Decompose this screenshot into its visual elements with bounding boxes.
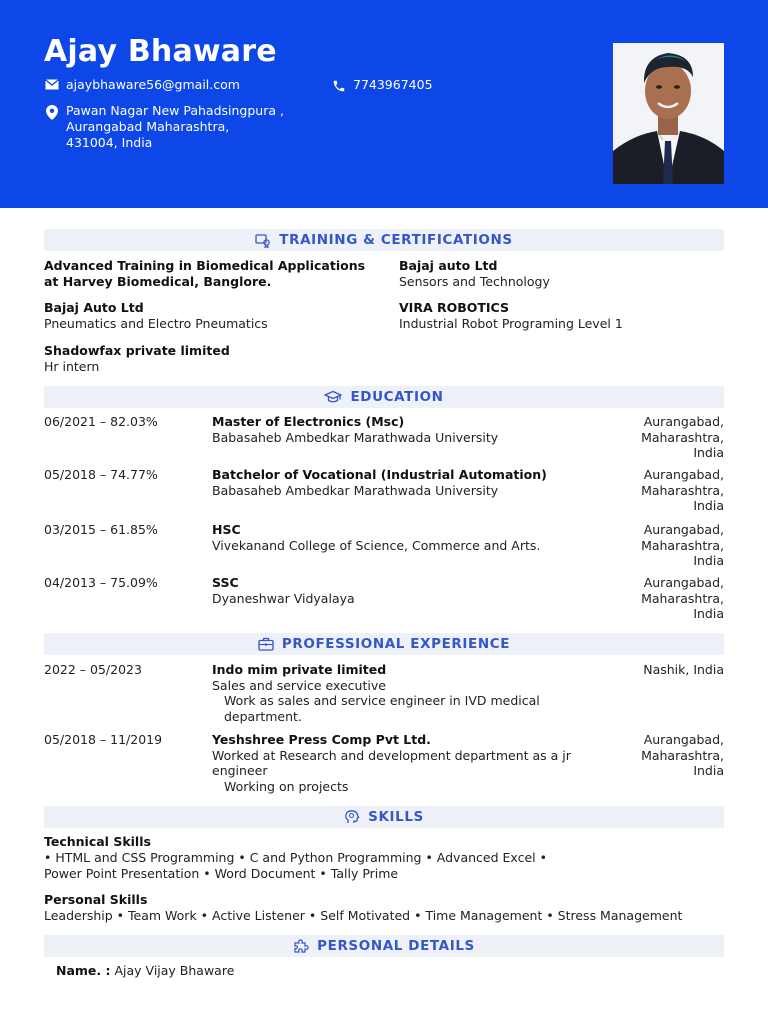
location-line: Aurangabad, bbox=[643, 414, 724, 429]
experience-role: Sales and service executive bbox=[212, 677, 386, 693]
education-section-title: EDUCATION bbox=[350, 389, 444, 405]
briefcase-icon bbox=[258, 637, 274, 651]
training-item bbox=[399, 300, 719, 331]
experience-location bbox=[614, 732, 724, 779]
education-degree: SSC bbox=[212, 575, 239, 590]
training-item-sub: Sensors and Technology bbox=[399, 273, 550, 289]
personal-name-row bbox=[56, 963, 696, 979]
education-institution: Babasaheb Ambedkar Marathwada University bbox=[212, 429, 499, 445]
location-line: Aurangabad, bbox=[643, 467, 724, 482]
education-date: 05/2018 – 74.77% bbox=[44, 467, 158, 482]
education-section-header bbox=[44, 386, 724, 408]
education-item bbox=[212, 414, 612, 445]
training-item-title: Bajaj auto Ltd bbox=[399, 258, 498, 273]
profile-photo bbox=[613, 43, 724, 184]
candidate-name: Ajay Bhaware bbox=[44, 34, 277, 69]
education-date: 04/2013 – 75.09% bbox=[44, 575, 158, 590]
education-item bbox=[212, 467, 612, 498]
location-line: Nashik, India bbox=[643, 662, 724, 677]
skills-section-header bbox=[44, 806, 724, 828]
location-line: Maharashtra, bbox=[641, 429, 724, 445]
training-item-sub: Pneumatics and Electro Pneumatics bbox=[44, 315, 268, 331]
experience-role: Worked at Research and development department as a jr engineer bbox=[212, 747, 571, 778]
location-line: Aurangabad, bbox=[643, 522, 724, 537]
location-line: Maharashtra, bbox=[641, 747, 724, 763]
location-line: Maharashtra, bbox=[641, 590, 724, 606]
location-line: India bbox=[693, 553, 724, 568]
experience-detail: Work as sales and service engineer in IVD medical department. bbox=[224, 693, 540, 724]
name-label: Name. : bbox=[56, 963, 111, 978]
location-line: India bbox=[693, 498, 724, 513]
training-item-title: Shadowfax private limited bbox=[44, 343, 230, 358]
training-item-title: VIRA ROBOTICS bbox=[399, 300, 509, 315]
personal-skills bbox=[44, 892, 724, 924]
education-location bbox=[614, 414, 724, 461]
education-degree: HSC bbox=[212, 522, 241, 537]
mail-icon bbox=[44, 79, 60, 90]
resume-header bbox=[0, 0, 768, 208]
experience-company: Yeshshree Press Comp Pvt Ltd. bbox=[212, 732, 431, 747]
technical-skills bbox=[44, 834, 584, 882]
training-section-title: TRAINING & CERTIFICATIONS bbox=[279, 232, 513, 248]
education-item bbox=[212, 522, 612, 553]
education-location bbox=[614, 467, 724, 514]
education-institution: Vivekanand College of Science, Commerce and Arts. bbox=[212, 537, 541, 553]
experience-section-header bbox=[44, 633, 724, 655]
experience-detail: Working on projects bbox=[224, 778, 349, 794]
address-line-1: Pawan Nagar New Pahadsingpura , bbox=[66, 103, 284, 118]
location-pin-icon bbox=[44, 105, 60, 120]
education-item bbox=[212, 575, 612, 606]
training-item-title: Advanced Training in Biomedical Applications at Harvey Biomedical, Banglore. bbox=[44, 258, 366, 289]
address-line-2: Aurangabad Maharashtra, bbox=[66, 119, 230, 134]
education-location bbox=[614, 575, 724, 622]
education-date: 03/2015 – 61.85% bbox=[44, 522, 158, 537]
email-text: ajaybhaware56@gmail.com bbox=[66, 77, 240, 92]
training-item bbox=[399, 258, 719, 289]
location-line: India bbox=[693, 606, 724, 621]
personal-skills-title: Personal Skills bbox=[44, 892, 148, 907]
location-line: Maharashtra, bbox=[641, 537, 724, 553]
education-institution: Dyaneshwar Vidyalaya bbox=[212, 590, 355, 606]
experience-date: 05/2018 – 11/2019 bbox=[44, 732, 163, 747]
phone-icon bbox=[331, 79, 347, 93]
experience-location bbox=[614, 662, 724, 678]
experience-company: Indo mim private limited bbox=[212, 662, 387, 677]
experience-item bbox=[212, 662, 572, 724]
puzzle-icon bbox=[293, 938, 309, 954]
address-line-3: 431004, India bbox=[66, 135, 153, 150]
training-section-header bbox=[44, 229, 724, 251]
head-brain-icon bbox=[344, 809, 360, 825]
phone-contact[interactable] bbox=[331, 77, 433, 93]
location-line: Maharashtra, bbox=[641, 482, 724, 498]
experience-section-title: PROFESSIONAL EXPERIENCE bbox=[281, 636, 511, 652]
location-line: Aurangabad, bbox=[643, 732, 724, 747]
name-value: Ajay Vijay Bhaware bbox=[114, 963, 235, 978]
personal-details-section-title: PERSONAL DETAILS bbox=[317, 938, 475, 954]
training-item bbox=[44, 258, 374, 289]
skills-section-title: SKILLS bbox=[368, 809, 424, 825]
address-contact bbox=[44, 103, 284, 151]
location-line: India bbox=[693, 445, 724, 460]
technical-skills-title: Technical Skills bbox=[44, 834, 151, 849]
training-item-sub: Industrial Robot Programing Level 1 bbox=[399, 315, 623, 331]
personal-skills-list: Leadership • Team Work • Active Listener • Self Motivated • Time Management • Stress Management bbox=[44, 908, 683, 923]
training-item-title: Bajaj Auto Ltd bbox=[44, 300, 144, 315]
experience-date: 2022 – 05/2023 bbox=[44, 662, 142, 677]
location-line: Aurangabad, bbox=[643, 575, 724, 590]
education-date: 06/2021 – 82.03% bbox=[44, 414, 158, 429]
education-degree: Batchelor of Vocational (Industrial Automation) bbox=[212, 467, 547, 482]
experience-item bbox=[212, 732, 572, 794]
email-contact[interactable] bbox=[44, 77, 240, 92]
training-item-sub: Hr intern bbox=[44, 358, 100, 374]
education-institution: Babasaheb Ambedkar Marathwada University bbox=[212, 482, 499, 498]
technical-skills-list: • HTML and CSS Programming • C and Python Programming • Advanced Excel • Power Point Presentation • Word Document • Tally Prime bbox=[44, 850, 547, 881]
personal-details-section-header bbox=[44, 935, 724, 957]
phone-text: 7743967405 bbox=[353, 77, 433, 92]
education-location bbox=[614, 522, 724, 569]
education-degree: Master of Electronics (Msc) bbox=[212, 414, 405, 429]
training-item bbox=[44, 300, 374, 331]
certificate-icon bbox=[255, 232, 271, 248]
training-item bbox=[44, 343, 374, 374]
location-line: India bbox=[693, 763, 724, 778]
graduation-cap-icon bbox=[324, 390, 342, 404]
